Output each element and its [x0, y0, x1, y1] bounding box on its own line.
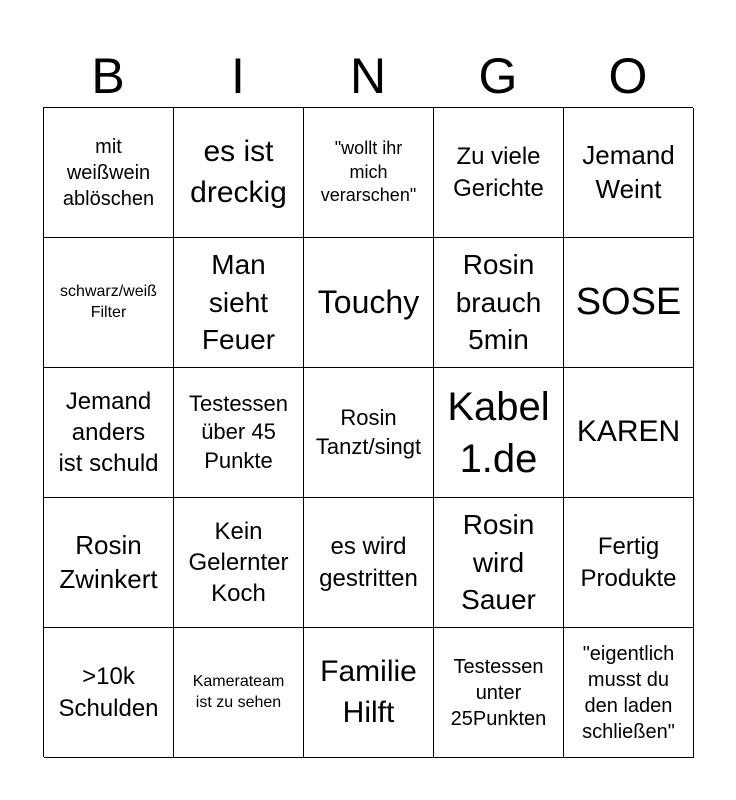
bingo-card — [43, 107, 693, 757]
bingo-cell[interactable] — [434, 238, 564, 368]
cell-text: Testessen über 45 Punkte — [188, 390, 289, 473]
cell-text: Familie Hilft — [320, 655, 417, 729]
cell-text: Kamerateam ist zu sehen — [192, 672, 285, 711]
cell-text: Fertig Produkte — [580, 533, 677, 592]
bingo-cell[interactable] — [304, 628, 434, 758]
bingo-cell[interactable] — [44, 628, 174, 758]
bingo-cell[interactable] — [434, 108, 564, 238]
bingo-cell[interactable] — [434, 498, 564, 628]
cell-text: es wird gestritten — [319, 533, 418, 592]
cell-text: es ist dreckig — [190, 135, 287, 209]
cell-text: Kein Gelernter Koch — [188, 517, 289, 608]
bingo-header — [43, 44, 693, 108]
header-letter-g: G — [478, 48, 518, 104]
cell-text: Testessen unter 25Punkten — [450, 655, 547, 730]
header-letter-b: B — [91, 48, 125, 104]
bingo-cell[interactable] — [174, 368, 304, 498]
cell-text: Jemand Weint — [582, 139, 675, 204]
cell-text: Jemand anders ist schuld — [58, 387, 159, 478]
bingo-cell[interactable] — [174, 498, 304, 628]
cell-text: KAREN — [576, 415, 681, 449]
bingo-cell[interactable] — [564, 498, 694, 628]
bingo-cell[interactable] — [174, 238, 304, 368]
header-letter-n: N — [349, 48, 387, 104]
header-letter-i: I — [231, 48, 245, 104]
cell-text: Rosin brauch 5min — [455, 248, 542, 356]
bingo-cell[interactable] — [304, 108, 434, 238]
bingo-cell[interactable] — [44, 108, 174, 238]
cell-text: Touchy — [317, 283, 420, 320]
bingo-cell[interactable] — [44, 368, 174, 498]
bingo-cell[interactable] — [434, 628, 564, 758]
cell-text: Rosin Tanzt/singt — [315, 404, 422, 459]
cell-text: Man sieht Feuer — [201, 248, 276, 356]
cell-text: Rosin Zwinkert — [59, 529, 158, 594]
bingo-cell[interactable] — [304, 368, 434, 498]
bingo-cell[interactable] — [564, 238, 694, 368]
bingo-cell[interactable] — [434, 368, 564, 498]
cell-text: Zu viele Gerichte — [453, 143, 544, 202]
cell-text: >10k Schulden — [58, 663, 159, 722]
bingo-cell[interactable] — [44, 238, 174, 368]
bingo-cell[interactable] — [174, 628, 304, 758]
bingo-cell[interactable] — [304, 238, 434, 368]
cell-text: Kabel 1.de — [447, 384, 550, 481]
cell-text: SOSE — [575, 280, 682, 323]
cell-text: mit weißwein ablöschen — [62, 135, 155, 210]
header-letter-o: O — [608, 48, 648, 104]
cell-text: schwarz/weiß Filter — [60, 282, 157, 321]
cell-text: "wollt ihr mich verarschen" — [320, 138, 417, 206]
cell-text: "eigentlich musst du den laden schließen" — [582, 642, 675, 743]
cell-text: Rosin wird Sauer — [461, 508, 536, 616]
bingo-cell[interactable] — [564, 628, 694, 758]
bingo-cell[interactable] — [564, 368, 694, 498]
bingo-cell[interactable] — [564, 108, 694, 238]
bingo-cell[interactable] — [174, 108, 304, 238]
bingo-cell[interactable] — [304, 498, 434, 628]
bingo-cell[interactable] — [44, 498, 174, 628]
